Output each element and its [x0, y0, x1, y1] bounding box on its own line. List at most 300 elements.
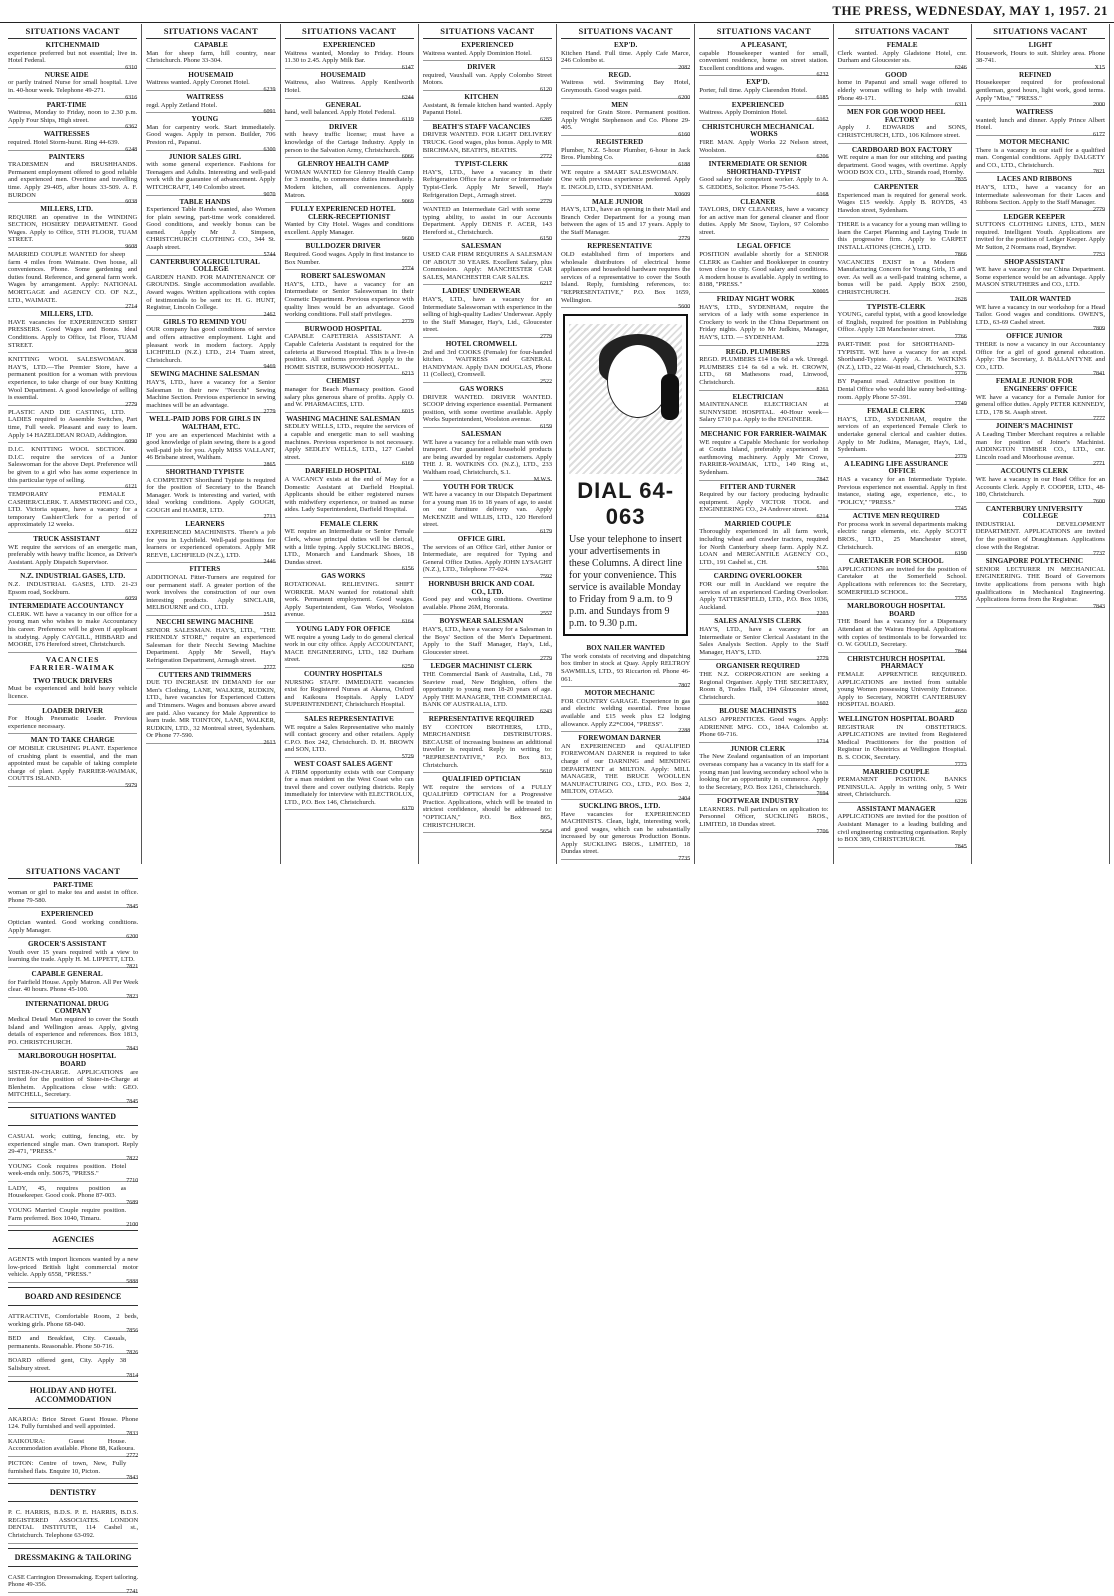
section-heading: BOARD AND RESIDENCE: [8, 1287, 138, 1306]
classified-ad: [8, 998, 138, 1051]
ad-number: 6168: [816, 191, 829, 198]
ad-body: There is a vacancy in our staff for a qualified man. Congenial conditions. Apply DALGETY and CO., LTD., Christchurch.: [975, 146, 1105, 169]
section-heading: SITUATIONS WANTED: [8, 1107, 138, 1126]
column-heading: SITUATIONS VACANT: [561, 24, 690, 39]
ad-number: 6156: [401, 566, 414, 573]
ad-body: TRADESMEN and BRUSHHANDS. Permanent employment offered to good reliable and experienced men. Overtime and travelling time. Apply 29-405, after hours 33-509. A. F. BURDON: [8, 161, 138, 199]
ad-number: 9469: [263, 364, 276, 371]
ad-body: BOARD offered gent, City. Apply 38 Salisbury street.: [8, 1357, 127, 1372]
masthead: [0, 0, 1114, 23]
classified-ad: [423, 91, 552, 121]
ad-body: WOMAN WANTED for Glenroy Health Camp for 3 months, to commence duties immediately. Modern kitchen, all conveniences. Apply Matron.: [284, 168, 414, 199]
ad-number: 6316: [125, 94, 138, 101]
ad-body: OF MOBILE CRUSHING PLANT. Experience of crushing plant is essential, and the man appointed must be capable of taking complete charge of plant. Apply FARRIER-WAIMAK, COUTTS ISLAND.: [8, 744, 138, 783]
ad-heading: HOTEL CROMWELL: [445, 340, 518, 348]
classified-ad: [976, 106, 1105, 136]
ad-number: 2000: [1093, 102, 1105, 109]
ad-body: HAY'S, LTD., have a vacancy for an Intermediate or Senior Saleswoman in their Cosmetic Department. Previous experience with quality lines would be an advantage. Good working conditions. Full staff privileges.: [284, 280, 414, 319]
ad-body: The New Zealand organisation of an important overseas company has a vacancy in its staff for a young man just leaving secondary school who is looking for an opportunity in commerce. Apply to the Secretary, P.O. Box 1261, Christchurch.: [699, 753, 829, 791]
ad-number: X0005: [812, 289, 829, 296]
ad-body: GARDEN HAND. FOR MAINTENANCE OF GROUNDS. Single accommodation available. Award wages. Written applications with copies of testimonials to be sent to: H. G. HUNT, Registrar, Lincoln College.: [146, 273, 276, 312]
ad-number: 1602: [816, 701, 829, 708]
ad-heading: NURSE AIDE: [44, 70, 89, 79]
ad-number: 2865: [263, 461, 276, 468]
ad-body: for Fairfield House. Apply Matron. All Per Week clear. 40 hours. Phone 45-100.: [8, 978, 139, 994]
classified-ad: [976, 211, 1105, 256]
ad-heading: HOUSEMAID: [320, 70, 366, 79]
ad-number: 6121: [125, 484, 138, 491]
ad-number: 6190: [954, 551, 967, 558]
column-heading: SITUATIONS VACANT: [976, 24, 1105, 39]
ad-heading: FULLY EXPERIENCED HOTEL CLERK-RECEPTIONIST: [290, 205, 396, 221]
ad-number: 7694: [816, 791, 829, 798]
classified-ad: [285, 270, 414, 323]
column-heading: SITUATIONS VACANT: [146, 24, 275, 39]
ad-heading: TYPISTE-CLERK: [866, 302, 926, 311]
classified-ad: [699, 795, 829, 835]
ad-heading: LACES AND RIBBONS: [996, 175, 1072, 184]
ad-number: 7843: [126, 1046, 139, 1053]
classified-ad: [146, 151, 275, 196]
ad-heading: LIGHT: [1028, 41, 1053, 49]
ad-heading: FEMALE: [886, 41, 918, 49]
classified-ad: [838, 803, 967, 848]
classified-ad: [423, 61, 552, 91]
ad-number: 2522: [540, 378, 552, 385]
ad-body: HAY'S, LTD., have a vacancy for a Senior Salesman in their new "Necchi" Sewing Machine Section. Previous experience in sewing machines will be an advantage.: [146, 378, 276, 409]
ad-heading: GAS WORKS: [321, 572, 366, 581]
classified-ad: [8, 938, 138, 968]
ad-heading: SINGAPORE POLYTECHNIC: [985, 557, 1084, 566]
classified-ad: [976, 555, 1105, 608]
classified-ad: [699, 428, 828, 481]
classified-ad: [561, 69, 690, 99]
ad-heading: MARLBOROUGH HOSPITAL BOARD: [847, 602, 946, 618]
ad-body: Thoroughly experienced in all farm work, including wheat and crawler tractors, required for North Canterbury sheep farm. Apply N.Z. LOAN and MERCANTILE AGENCY CO., LTD., 191 Cashel st., CH.: [699, 528, 829, 566]
ad-number: 6162: [816, 116, 829, 123]
classified-ad: [561, 136, 690, 166]
ad-body: capable Housekeeper wanted for small, convenient residence, home on street station. Excellent conditions and wages.: [699, 49, 829, 72]
ad-number: 7845: [954, 843, 967, 850]
ad-heading: BULLDOZER DRIVER: [305, 242, 381, 251]
ad-number: 6150: [540, 236, 552, 243]
classified-ad: [8, 1160, 138, 1182]
classified-ad: [285, 99, 414, 121]
ad-body: HAY'S, LTD., have a vacancy for an Intermediate or Senior Clerical Assistant in the Sales Analysis Section. Apply to the Staff Manager, HAY'S, LTD.: [699, 626, 829, 656]
ad-number: 6206: [816, 154, 829, 161]
ad-number: 7821: [1093, 169, 1105, 176]
ad-number: 6091: [263, 109, 276, 116]
ad-heading: REGD. PLUMBERS: [725, 347, 791, 356]
ad-heading: SALES REPRESENTATIVE: [304, 714, 394, 723]
ad-body: Optician wanted. Good working conditions. Apply Manager.: [8, 919, 139, 934]
page-title: THE PRESS, WEDNESDAY, MAY 1, 1957. 21: [832, 3, 1108, 18]
ad-number: 6200: [678, 94, 691, 101]
ad-heading: LADIES' UNDERWEAR: [442, 287, 521, 296]
ad-heading: CLEANER: [740, 197, 776, 206]
ad-number: 7866: [954, 251, 967, 258]
classified-ad: [285, 323, 414, 376]
ad-heading: JUNIOR CLERK: [730, 744, 786, 753]
ad-number: M.W.S.: [533, 476, 552, 483]
classified-ad: [8, 968, 138, 998]
ad-number: 2779: [540, 334, 552, 340]
ad-heading: INTERNATIONAL DRUG COMPANY: [25, 999, 109, 1016]
classified-ad: [837, 69, 967, 109]
ad-number: 1714: [816, 738, 829, 745]
ad-body: SENIOR LECTURER IN MECHANICAL ENGINEERING. THE Board of Governors invite applications from persons with high qualifications in Mechanical Engineering. Applications forms from the Registrar.: [975, 565, 1105, 604]
ad-body: VACANCIES EXIST in a Modern Manufacturing Concern for Young Girls, 15 and over. As well as a well-paid training scheme, a bonus will be paid. Apply BOX 2590, CHRISTCHURCH.: [837, 258, 967, 297]
ad-body: required. Hotel Storm-hurst. Ring 44-639.: [8, 138, 120, 146]
column-5: [557, 24, 695, 864]
classified-ad: [699, 76, 829, 101]
ad-number: 7592: [540, 574, 552, 581]
ad-number: 7823: [126, 993, 139, 1000]
ad-body: BY Papanui road. Attractive position in Dental Office who would like sunny bed-sitting-room. Apply Phone 57-391.: [837, 378, 967, 401]
ad-number: 6120: [540, 86, 552, 93]
ad-body: Waitress wanted. Apply Dominion Hotel.: [422, 49, 532, 57]
ad-number: 9608: [125, 244, 138, 251]
ad-number: 9069: [401, 199, 414, 206]
ad-body: DRIVER WANTED. FOR LIGHT DELIVERY TRUCK. Good wages, plus bonus. Apply to MR BIRCHMAN, BEATH'S, BEATHS.: [422, 131, 552, 154]
ad-heading: MOTOR MECHANIC: [999, 137, 1070, 146]
ad-number: 6300: [263, 146, 276, 153]
ad-heading: CANTERBURY UNIVERSITY COLLEGE: [985, 504, 1083, 521]
classified-ad: [422, 578, 552, 618]
ad-number: 2714: [125, 304, 138, 311]
classified-ad: [561, 687, 691, 735]
classified-ad: [8, 443, 138, 491]
ad-number: 5654: [540, 829, 552, 836]
ad-number: 6226: [954, 798, 967, 805]
ad-body: hand, well balanced. Apply Hotel Federal.: [284, 109, 396, 117]
classified-ad: [422, 240, 552, 288]
ad-heading: A LEADING LIFE ASSURANCE OFFICE: [844, 459, 949, 476]
ad-heading: ACTIVE MEN REQUIRED: [852, 512, 940, 521]
classified-ad: [561, 39, 690, 69]
ad-body: ALSO APPRENTICES. Good wages. Apply: ADRIENNE MFG. CO., 184A Colombo st. Phone 69-716.: [699, 715, 829, 739]
ad-number: 2462: [263, 311, 276, 318]
ad-heading: NECCHI SEWING MACHINE: [156, 618, 254, 626]
classified-ad: [146, 563, 275, 616]
classified-ad: [146, 413, 275, 466]
ad-body: P. C. HARRIS, B.D.S. P. E. HARRIS, B.D.S. REGISTERED ASSOCIATES. LONDON DENTAL INSTITUTE, 114 Cashel st., Christchurch. Telephone 63-092.: [8, 1509, 139, 1539]
ad-number: 2713: [263, 514, 276, 521]
ad-body: home in Papanui and small wage offered to elderly woman willing to help with invalid. Phone 49-171.: [837, 79, 967, 102]
ad-body: KNITTING WOOL SALESWOMAN. HAY'S, LTD.—The Premier Store, have a permanent position for a woman with previous experience, to take charge of our busy Knitting Wool Department. A good knowledge of selling is essential.: [8, 356, 138, 402]
ad-number: 6169: [401, 461, 414, 468]
ad-heading: ROBERT SALESWOMAN: [300, 272, 386, 281]
classified-ad: [8, 248, 138, 311]
ad-body: A COMPETENT Shorthand Typiste is required for the position of Secretary to the Branch Manager. Work is interesting and varied, with ideal working conditions. Apply GOUGH, GOUGH and HAMER, LTD.: [146, 476, 276, 514]
ad-heading: MALE JUNIOR: [591, 197, 643, 206]
column-3: [281, 24, 419, 864]
classified-ad: [699, 705, 829, 745]
ad-number: 7600: [1093, 498, 1105, 505]
ad-heading: REPRESENTATIVE REQUIRED: [428, 714, 535, 723]
ad-body: For process work in several departments making electric range elements, etc. Apply SCOTT BROS., LTD., 25 Manchester street, Christchurch.: [837, 520, 967, 551]
ad-number: 6250: [401, 663, 414, 670]
ad-body: FEMALE APPRENTICE REQUIRED. APPLICATIONS are invited from suitable young Women possessing University Entrance. Apply to Secretary, NORTH CANTERBURY HOSPITAL BOARD.: [837, 670, 967, 709]
ad-heading: DARFIELD HOSPITAL: [305, 467, 382, 476]
classified-ad: [838, 144, 967, 181]
classified-ad: [285, 39, 414, 69]
classified-ad: [8, 1050, 138, 1103]
classified-ad: [838, 458, 967, 511]
ad-number: 7821: [126, 964, 139, 970]
classified-ad: [561, 642, 691, 690]
ad-number: 2404: [678, 795, 691, 802]
ad-heading: ASSISTANT MANAGER: [856, 804, 936, 813]
ad-body: WE have a vacancy for a Female Junior for general office duties. Apply PETER KENNEDY, LTD., 178 St. Asaph street.: [975, 393, 1105, 416]
ad-heading: WELL-PAID JOBS FOR GIRLS IN WALTHAM, ETC.: [149, 415, 261, 431]
ad-body: HAY'S, LTD., have a vacancy in their Refrigeration Office for a Junior or Intermediate Typist-Clerk. Apply Mr Sewell, Hay's Refrigeration Dept., Armagh street.: [422, 168, 552, 199]
ad-heading: CARDING OVERLOOKER: [713, 572, 803, 581]
ad-heading: LEGAL OFFICE: [737, 242, 791, 251]
classified-ad: [8, 705, 137, 735]
ad-number: 2288: [678, 728, 691, 735]
column-heading: SITUATIONS VACANT: [838, 24, 967, 39]
classified-ad: [8, 1253, 139, 1286]
ad-body: A VACANCY exists at the end of May for a Domestic Assistant at Darfield Hospital. Applicants should be either registered nurses with midwifery experience, or trained as nurse aides. Lady Superintendent, Darfield Hospital.: [284, 475, 414, 514]
ad-body: HAY'S, LTD., have a vacancy for a Salesman in the Boys' Section of the Men's Department. Apply to the Staff Manager, Hay's, Ltd., Gloucester street.: [422, 626, 552, 656]
ad-heading: YOUNG: [191, 115, 219, 124]
classified-ad: [8, 406, 138, 446]
classified-ad: [699, 518, 828, 571]
ad-heading: WASHING MACHINE SALESMAN: [286, 414, 401, 423]
ad-number: 7741: [126, 1588, 139, 1595]
ad-body: AN EXPERIENCED and QUALIFIED FOREWOMAN DARNER is required to take charge of our DARNING and MENDING DEPARTMENT at MILTON. Apply: MILL MANAGER, THE BRUCE WOOLLEN MANUFACTURING CO., LTD., P.O. Box 2, MILTON, OTAGO.: [561, 742, 691, 796]
ad-number: 7809: [1093, 326, 1105, 333]
ad-body: Waitress. Apply Dominion Hotel.: [699, 109, 788, 117]
ad-body: The services of an Office Girl, either Junior or Intermediate, are required for Typing and General Office Duties. Apply JOHN LYSAGHT (N.Z.), LTD., Telephone 77-024.: [422, 543, 552, 574]
classified-ad: [8, 1413, 138, 1435]
ad-number: 2779: [954, 453, 967, 460]
ad-body: THERE is a vacancy for a young man willing to learn the Carpet Planning and Laying Trade in this progressive firm. Apply to CARPET INSTALLATIONS (CHCH.), LTD.: [837, 221, 967, 252]
ad-heading: CARETAKER FOR SCHOOL: [848, 557, 944, 566]
ad-body: WE have a vacancy in our workshop for a Head Tailor. Good wages and conditions. OWEN'S, LTD., 63-69 Cashel street.: [975, 303, 1105, 326]
ad-body: N.Z. INDUSTRIAL GASES, LTD. 21-23 Epsom road, Sockburn.: [8, 581, 138, 596]
section-heading: DRESSMAKING & TAILORING: [8, 1548, 138, 1567]
ad-number: 6362: [125, 124, 138, 131]
ad-number: 5610: [540, 769, 552, 776]
ad-body: wanted; lunch and dinner. Apply Prince Albert Hotel.: [975, 116, 1105, 132]
ad-body: OLD established firm of importers and wholesale distributors of electrical home appliances and household hardware requires the services of a representative to cover the South Island. Reply, furnishing references, to: "REPRESENTATIVE," P.O. Box 1659, Wellington.: [561, 251, 691, 304]
ad-body: SEDLEY WELLS, LTD., require the services of a capable and energetic man to sell washing machines. Previous experience is not necessary. Apply SEDLEY WELLS, LTD., 127 Cashel street.: [284, 423, 414, 461]
ad-body: Man for carpentry work. Start immediately. Good wages. Apply in person. Builder, 706 Preston rd., Papanui.: [146, 123, 276, 146]
classified-ad: [423, 383, 552, 428]
ad-heading: FEMALE CLERK: [867, 407, 926, 416]
ad-number: 6153: [540, 57, 552, 64]
ad-number: 7710: [126, 1177, 139, 1184]
ad-body: PLASTIC AND DIE CASTING, LTD. LADIES required to Assemble Switches, Part time, Full week. Pleasant and easy to learn. Apply 14 HAZELDEAN ROAD, Addington.: [8, 408, 138, 439]
ad-number: 2779: [1093, 206, 1105, 213]
classified-ad: [561, 800, 691, 863]
ad-heading: MILLERS, LTD.: [40, 205, 93, 214]
ad-body: WE have a vacancy in our Head Office for an Accounts Clerk. Apply F. COOPER, LTD., 48-180, Christchurch.: [975, 475, 1105, 499]
ad-heading: CHRISTCHURCH HOSPITAL PHARMACY: [847, 654, 946, 671]
ad-heading: JUNIOR SALES GIRL: [168, 152, 242, 161]
ad-number: 7843: [1093, 603, 1105, 610]
classified-ad: [422, 533, 552, 581]
ad-heading: WELLINGTON HOSPITAL BOARD: [837, 714, 955, 723]
classified-ad: [285, 623, 414, 668]
ad-number: 6038: [125, 199, 138, 206]
ad-heading: FITTER AND TURNER: [720, 482, 796, 491]
ad-number: 7843: [126, 1475, 139, 1482]
classified-ad: [422, 615, 552, 663]
ad-body: DRIVER WANTED. DRIVER WANTED. SCOOP driving experience essential. Permanent position, with some overtime available. Apply Works Superintendent, Woolston avenue.: [422, 393, 552, 424]
ad-heading: WAITRESS: [186, 92, 224, 101]
ad-number: 7844: [954, 648, 967, 655]
ad-body: Good salary for competent worker. Apply to A. S. GEDDES, Solicitor. Phone 75-543.: [699, 176, 829, 191]
classified-ad: [423, 285, 552, 338]
ad-body: Experienced Table Hands wanted, also Women for plain sewing, part-time work considered. Good conditions, and weekly bonus can be earned. Apply Mr J. Simpson, CHRISTCHURCH CLOTHING CO., 344 St. Asaph street.: [146, 206, 276, 252]
column-heading: SITUATIONS VACANT: [8, 864, 138, 879]
ad-body: required, Vauxhall van. Apply Colombo Street Motors.: [422, 71, 552, 87]
ad-body: YOUNG Cook requires position. Hotel week-ends only. 50675, "PRESS.": [8, 1162, 127, 1178]
ad-body: Man for sheep farm, hill country, near Christchurch. Phone 33-304.: [146, 49, 276, 65]
ad-heading: SHORTHAND TYPISTE: [165, 467, 245, 476]
ad-body: FOR COUNTRY GARAGE. Experience in gas and electric welding essential. Free house available and £15 week plus £2 lodging allowance. Apply Z2*C004, "PRESS".: [561, 697, 691, 728]
ad-body: Required by our factory producing hydraulic equipment. Apply VICTOR TOOL and ENGINEERING CO., 24 Andover street.: [699, 491, 829, 514]
classified-ad: [838, 653, 967, 713]
ad-heading: EXP'D.: [613, 41, 638, 49]
classified-ad: [285, 518, 414, 571]
column-8: [972, 24, 1110, 864]
ad-number: 5744: [263, 251, 276, 258]
ad-body: Kitchen Hand. Full time. Apply Cafe Marce, 246 Colombo st.: [561, 49, 691, 65]
ad-number: 6177: [1093, 131, 1105, 138]
column-heading: SITUATIONS VACANT: [8, 24, 137, 39]
ad-heading: MEN FOR GOB WOOD HEEL FACTORY: [846, 108, 946, 124]
classified-ad: [699, 481, 828, 518]
ad-number: 7841: [1093, 371, 1105, 378]
ad-body: MAINTENANCE ELECTRICIAN at SUNNYSIDE HOSPITAL. 40-Hour week—Salary £710 p.a. Apply to the ENGINEER.: [699, 401, 829, 424]
ad-body: APPLICATIONS are invited for the position of Caretaker at the Somerfield School. Applications with references to: the Secretary, SOMERFIELD SCHOOL.: [837, 565, 967, 596]
classified-ad: [8, 1435, 138, 1457]
ad-heading: GIRLS TO REMIND YOU: [163, 317, 247, 326]
classified-ad: [8, 1506, 138, 1543]
ad-heading: GOOD: [885, 70, 908, 79]
ad-heading: ELECTRICIAN: [732, 392, 784, 401]
ad-heading: CHRISTCHURCH MECHANICAL WORKS: [701, 122, 814, 139]
dial-feature-box: [563, 314, 688, 636]
ad-number: 9070: [263, 191, 276, 198]
ad-number: 6066: [401, 154, 414, 161]
ad-number: 7835: [954, 176, 967, 183]
ad-body: For Hough Pneumatic Loader. Previous experience necessary.: [8, 715, 138, 730]
ad-heading: REPRESENTATIVE: [587, 242, 653, 251]
ad-heading: WAITRESS: [1015, 108, 1053, 117]
ad-heading: LEDGER MACHINIST CLERK: [430, 662, 533, 671]
ad-heading: SALESMAN: [461, 429, 502, 438]
classified-ad: [561, 166, 690, 196]
ad-body: LADY, 45, requires position as Housekeeper. Good cook. Phone 87-003.: [8, 1184, 127, 1200]
ad-heading: TABLE HANDS: [179, 197, 231, 206]
ad-heading: WEST COAST SALES AGENT: [293, 759, 393, 768]
ad-body: HAVE vacancies for EXPERIENCED SHIRT PRESSERS. Good Wages and Bonus. Ideal Conditions. Apply to Office, 1st Floor, TUAM STREET.: [8, 318, 138, 349]
section-heading: DENTISTRY: [8, 1483, 138, 1502]
ad-heading: N.Z. INDUSTRIAL GASES, LTD.: [20, 572, 126, 581]
ad-heading: EXPERIENCED: [731, 100, 785, 109]
classified-ad: [285, 570, 414, 623]
ad-number: 6119: [401, 116, 414, 123]
ad-body: Youth over 15 years required with a view to learning the trade. Apply H. M. LIPPETT, LTD.: [8, 948, 139, 964]
ad-heading: DRIVER: [467, 63, 496, 72]
ad-heading: GAS WORKS: [459, 384, 504, 393]
classified-ad: [699, 743, 828, 796]
ad-body: THE N.Z. CORPORATION are seeking a Regional Organiser. Apply THE SECRETARY, Room 8, Trades Hall, 194 Gloucester street, Christchurch.: [699, 670, 829, 701]
ad-heading: TAILOR WANTED: [1009, 295, 1071, 304]
ad-body: THE Board has a vacancy for a Dispensary Attendant at the Wairau Hospital. Applications with copies of testimonials to be forwarded to: O. W. GOULD, Secretary.: [837, 618, 967, 649]
classified-ad: [838, 713, 967, 766]
ad-body: BED and Breakfast, City. Casuals, permanents. Reasonable. Phone 50-716.: [8, 1335, 127, 1350]
ad-heading: FOOTWEAR INDUSTRY: [716, 797, 799, 806]
column-6: [695, 24, 833, 864]
classified-ad: [146, 69, 275, 91]
ad-heading: COUNTRY HOSPITALS: [304, 669, 383, 678]
ad-number: 6170: [401, 806, 414, 813]
ad-body: regd. Apply Zetland Hotel.: [146, 101, 218, 109]
ad-number: 2774: [401, 266, 414, 273]
classified-ad: [146, 368, 276, 416]
classified-ad: [8, 1354, 139, 1379]
classified-ad: [8, 203, 138, 251]
classified-ad: [8, 99, 137, 129]
ad-body: THE Commercial Bank of Australia, Ltd., 78 Seaview road, New Brighton, offers the opportunity to young men 18-20 years of age. Apply THE MANAGER, THE COMMERCIAL BANK OF AUSTRALIA, LTD.: [422, 670, 552, 709]
ad-number: 2446: [263, 559, 276, 566]
ad-number: 7689: [126, 1200, 139, 1207]
classified-ad: [146, 256, 275, 316]
classified-ad: [561, 99, 690, 136]
ad-body: IF you are an experienced Machinist with a good knowledge of plain sewing, there is a good well-paid job for you. Apply MISS VALLANT, 46 Brisbane street, Waltham.: [146, 431, 276, 462]
ad-number: 7814: [126, 1372, 139, 1379]
ad-body: TEMPORARY FEMALE CASHIER/CLERK. T. ARMSTRONG and CO., LTD. Victoria square, have a vacancy for a temporary Cashier/Clerk for a period of approximately 12 weeks.: [8, 491, 138, 529]
ad-body: HAY'S, LTD., SYDENHAM, require the services of a lady with some experience in Crockery to work in the China Department on Friday nights. Apply to Mr Judkins, Manager, HAY'S, LTD. — SYDENHAM.: [699, 303, 829, 341]
classified-ad: [975, 69, 1105, 109]
classified-ad: [8, 151, 137, 204]
ad-heading: TRUCK ASSISTANT: [33, 535, 101, 544]
ad-body: TAYLORS, DRY CLEANERS, have a vacancy for an active man for general cleaner and floor duties. Apply Mr Snow, Taylors, 97 Colombo street.: [699, 206, 829, 236]
ad-body: D.I.C. KNITTING WOOL SECTION. D.I.C. require the services of a Junior Saleswoman for the above Dept. Preference will be given to a girl who has some experience in this particular type of selling.: [8, 446, 138, 484]
ad-number: 2779: [816, 656, 829, 663]
classified-ad: [422, 39, 552, 64]
ad-body: PICTON: Centre of town, New, Fully furnished flats. Enquire 10, Picton.: [8, 1459, 127, 1475]
ad-body: Waitress wtd. Swimming Bay Hotel, Greymouth. Good wages paid.: [561, 79, 691, 94]
ad-heading: LOADER DRIVER: [42, 706, 104, 715]
ad-number: 6179: [540, 529, 552, 536]
ad-body: WANTED an Intermediate Girl with some typing ability, to assist in our Accounts Department. Apply DENIS F. ACER, 143 Hereford st., Christchurch.: [422, 206, 552, 236]
ad-number: 2779: [816, 341, 829, 348]
ad-body: EXPERIENCED MACHINISTS. There's a job for you in Lychfield. Well-paid positions for learners or experienced operators. Apply MR REEVE, LICHFIELD (N.Z.), LTD.: [146, 529, 276, 559]
classified-ad: [285, 668, 414, 713]
ad-heading: A PLEASANT,: [740, 41, 787, 49]
ad-number: 7773: [954, 761, 967, 768]
ad-number: 6232: [816, 72, 829, 79]
classified-ad: [8, 533, 137, 570]
ad-heading: BURWOOD HOSPITAL: [304, 324, 382, 333]
ad-body: CLERK. WE have a vacancy in our office for a young man who wishes to make Accountancy his career. Preference will be given if applicant is studying. Apply CAYGILL, HIBBARD and MOORE, 176 Hereford street, Christchurch.: [8, 610, 138, 649]
ad-heading: FEMALE CLERK: [320, 519, 379, 528]
classified-ad: [8, 1204, 139, 1229]
ad-heading: CHEMIST: [326, 377, 361, 386]
ad-body: Experienced man is required for general work. Wages £15 weekly. Apply B. ROYDS, 43 Hawdon street, Sydenham.: [837, 191, 967, 214]
ad-number: 2779: [678, 236, 691, 243]
ad-body: YOUNG Married Couple require position. Farm preferred. Box 1040, Timaru.: [8, 1207, 127, 1222]
ad-body: WE require a Capable Mechanic for workshop at Coutts Island, preferably experienced in earthmoving machinery. Apply Mr Crowe, FARRIER-WAIMAK, LTD., 149 Ring st., Sydenham.: [699, 438, 829, 476]
ad-number: 2779: [125, 401, 138, 408]
